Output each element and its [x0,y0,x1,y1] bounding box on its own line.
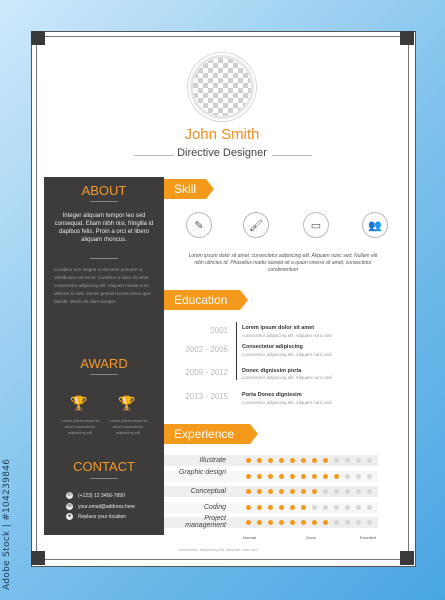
rating-dot [290,489,295,494]
skill-tab: Skill [164,179,206,199]
corner-ornament [31,551,45,565]
rating-dot [334,520,339,525]
rating-dot [367,474,372,479]
scale-label: Normal [243,535,256,540]
rating-dot [367,505,372,510]
education-year: 2001 [210,326,228,335]
rating-dot [334,458,339,463]
rating-dot [323,520,328,525]
rating-dot [290,458,295,463]
rating-dot [356,505,361,510]
rating-dot [334,505,339,510]
education-desc: consectetur adipiscing elit. Aliquam nunc sed [242,352,332,357]
rating-dot [246,474,251,479]
tab-arrow [240,290,248,310]
rating-dot [345,458,350,463]
scale-label: Excellent [360,535,377,540]
experience-label: Conceptual [190,488,226,495]
contact-title: CONTACT [73,459,135,474]
rating-dot [257,458,262,463]
rating-dot [268,505,273,510]
education-year: 2009 - 2012 [185,368,228,377]
experience-row [164,468,378,482]
footer-note: consectetur adipiscing elit. Aliquam nunc sed [178,547,258,552]
experience-row [164,486,378,497]
candidate-role: Directive Designer [177,147,267,159]
experience-label: Graphic design [178,468,226,476]
education-desc: consectetur adipiscing elit. Aliquam nunc sed [242,400,332,405]
rating-dot [301,505,306,510]
rating-dot [246,505,251,510]
award-item: Lorem ipsum dolor sit amet consectetur adipiscing elit [60,418,100,435]
rating-dot [279,520,284,525]
rating-dot [312,520,317,525]
contact-location: Replace your location [78,514,127,520]
rating-dot [312,489,317,494]
education-desc: consectetur adipiscing elit. Aliquam nunc sed [242,333,332,338]
rating-dot [312,505,317,510]
rating-dot [268,489,273,494]
rating-dot [367,489,372,494]
experience-tab: Experience [164,424,250,444]
rating-dot [301,474,306,479]
experience-label: Coding [203,503,226,511]
experience-label: Project management [185,515,226,529]
education-title: Consectetur adipiscing [242,344,303,350]
rating-dot [334,489,339,494]
rating-dot [323,489,328,494]
rating-dot [356,520,361,525]
experience-row [164,502,378,513]
pencil-icon: ✎ [186,212,212,238]
experience-row [164,517,378,528]
education-title: Donec dignissim porta [242,368,302,374]
divider [90,258,118,259]
profile-photo-placeholder [193,58,251,116]
rating-dot [257,505,262,510]
experience-label: Illustrate [199,457,226,464]
rating-dot [257,474,262,479]
rating-dot [301,489,306,494]
candidate-name: John Smith [184,126,260,143]
award-item: Lorem ipsum dolor sit amet consectetur adipiscing elit [108,418,148,435]
rating-dot [323,458,328,463]
corner-ornament [31,31,45,45]
rating-dot [279,505,284,510]
education-title: Porta Donec dignissim [242,392,302,398]
tab-arrow [206,179,214,199]
rating-dot [356,489,361,494]
rating-dot [367,520,372,525]
location-icon: ● [67,513,72,519]
rating-dot [356,458,361,463]
rating-dot [246,458,251,463]
education-year: 2013 - 2015 [185,392,228,401]
about-body: Curabitur non magna a nisi tortor posuere ut. Vestibulum vel est et. Curabitur a dolor sit amet consectetur adipiscing elit. Aliquam massa nunc ultricies id ante. Donec pretium luctus lorem quis blandit. Morbi elit diam semper. [54,267,151,304]
rating-dot [246,520,251,525]
rating-dot [290,520,295,525]
users-icon: 👥 [362,212,388,238]
rating-dot [345,489,350,494]
mail-icon: ✉ [67,503,72,509]
rating-dot [334,474,339,479]
phone-icon: ✆ [67,492,72,498]
rating-dot [268,474,273,479]
rating-dot [312,474,317,479]
education-desc: consectetur adipiscing elit. Aliquam nunc sed [242,375,332,380]
rating-dot [345,520,350,525]
timeline-line [236,322,237,380]
rating-dot [290,474,295,479]
stock-watermark: Adobe Stock | #104239846 [2,458,12,590]
rating-dot [367,458,372,463]
divider [90,201,118,202]
rating-dot [345,474,350,479]
corner-ornament [400,551,414,565]
rating-dot [246,489,251,494]
rating-dot [268,520,273,525]
brush-icon: 🖌 [243,212,269,238]
education-year: 2002 - 2006 [185,345,228,354]
rating-dot [257,520,262,525]
divider [90,478,118,479]
scale-label: Good [306,535,316,540]
rating-dot [279,458,284,463]
rating-dot [323,474,328,479]
rating-dot [323,505,328,510]
education-tab: Education [164,290,240,310]
rating-dot [268,458,273,463]
contact-email[interactable]: your.email@address.here [78,504,136,510]
tab-arrow [250,424,258,444]
rating-dot [356,474,361,479]
contact-phone[interactable]: (+123) 12 3456-7890 [78,493,125,499]
education-title: Lorem ipsum dolor sit amet [242,325,315,331]
experience-row [164,455,378,466]
skill-caption: Lorem ipsum dolor sit amet, consectetur adipiscing elit. Aliquam nunc sed. Nullam elit nibh ultricies id. Phasellus mattis laoreet sit a quam viverra sit amet, consectetur condimentum [188,253,378,273]
about-title: ABOUT [81,183,127,198]
rating-dot [290,505,295,510]
monitor-icon: ▭ [303,212,329,238]
rating-dot [301,458,306,463]
rating-dot [279,474,284,479]
trophy-icon: 🏆 [118,395,136,411]
rating-dot [301,520,306,525]
divider [272,155,312,156]
rating-dot [312,458,317,463]
corner-ornament [400,31,414,45]
rating-dot [279,489,284,494]
about-intro: Integer aliquam tempor leo sed consequat. Etiam nibh nisi, fringilla id dapibus felis. Proin a orci et libero aliquam rhoncus. [54,213,154,243]
award-title: AWARD [80,356,128,371]
trophy-icon: 🏆 [70,395,88,411]
rating-dot [345,505,350,510]
divider [90,374,118,375]
rating-dot [257,489,262,494]
